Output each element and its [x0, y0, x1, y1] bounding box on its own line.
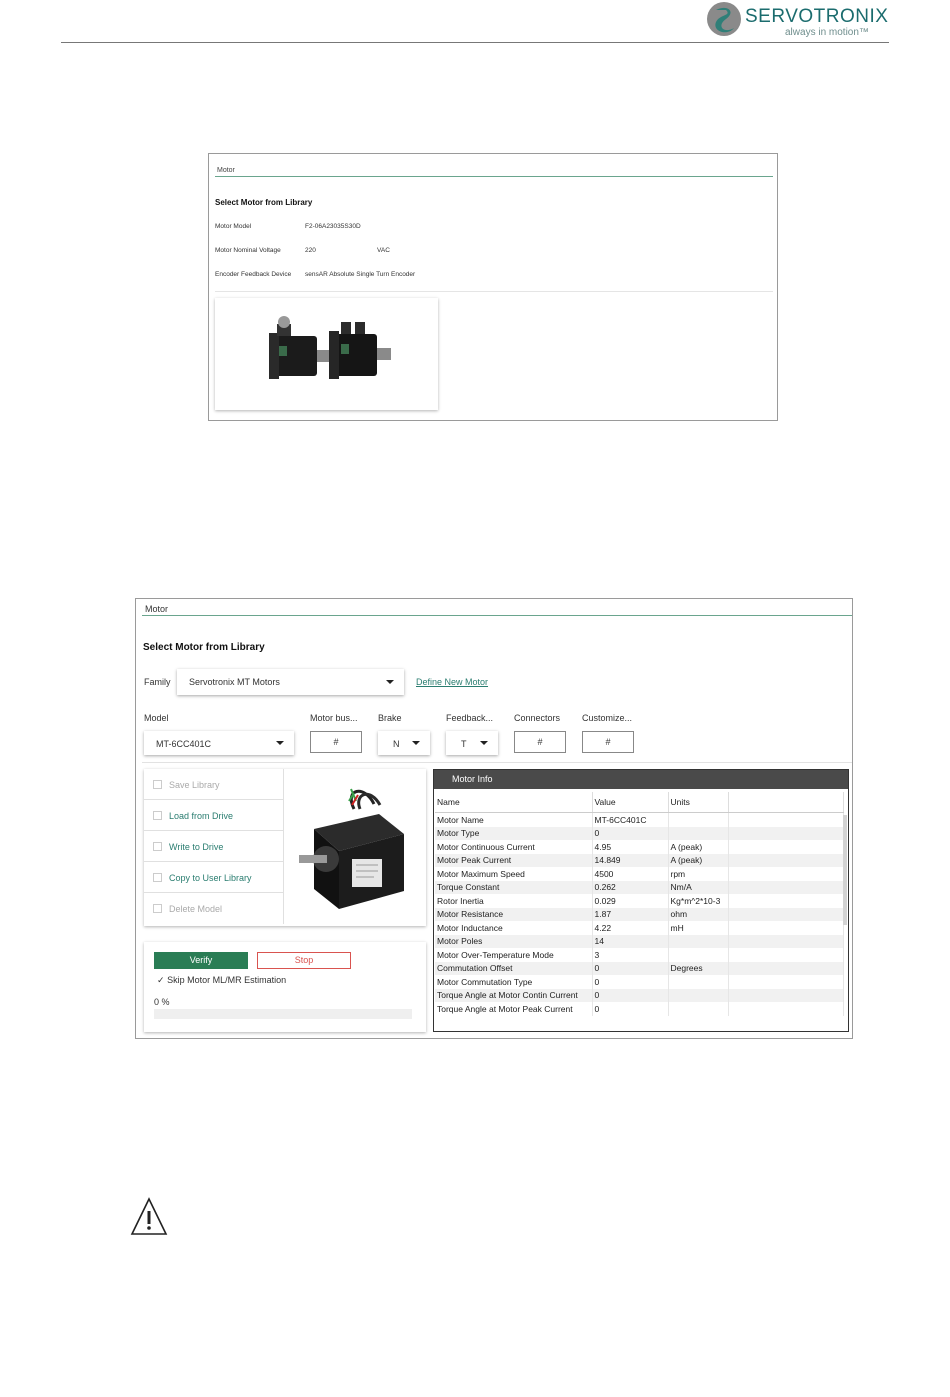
cell-name: Motor Peak Current — [435, 854, 592, 868]
cell-name: Motor Commutation Type — [435, 975, 592, 989]
motor-info-panel — [433, 769, 849, 1032]
motor-panel-simple — [208, 153, 778, 421]
define-new-motor-link[interactable]: Define New Motor — [416, 677, 489, 687]
cell-units — [668, 827, 728, 841]
cell-name: Motor Type — [435, 827, 592, 841]
verify-button[interactable]: Verify — [154, 952, 248, 969]
cell-units: Nm/A — [668, 881, 728, 895]
table-row[interactable] — [435, 921, 844, 935]
cell-empty — [728, 813, 844, 827]
cell-empty — [728, 827, 844, 841]
table-row[interactable] — [435, 854, 844, 868]
column-header-name[interactable]: Name — [435, 792, 592, 813]
warning-triangle-icon — [130, 1196, 168, 1238]
cell-units: Kg*m^2*10-3 — [668, 894, 728, 908]
cell-name: Torque Angle at Motor Peak Current — [435, 1002, 592, 1016]
cell-name: Motor Maximum Speed — [435, 867, 592, 881]
cell-empty — [728, 867, 844, 881]
divider — [142, 762, 852, 763]
cell-name: Torque Constant — [435, 881, 592, 895]
cell-units: rpm — [668, 867, 728, 881]
cell-value: 0 — [592, 989, 668, 1003]
family-dropdown-value: Servotronix MT Motors — [189, 677, 280, 687]
motor-model-label: Motor Model — [215, 223, 252, 230]
load-from-drive-button[interactable] — [144, 800, 284, 831]
motor-panel-detailed — [135, 598, 853, 1039]
copy-to-user-library-label: Copy to User Library — [169, 873, 252, 883]
feedback-dropdown-value: T — [461, 739, 467, 749]
cell-empty — [728, 975, 844, 989]
cell-name: Torque Angle at Motor Contin Current — [435, 989, 592, 1003]
motor-bus-label: Motor bus... — [310, 713, 358, 723]
chevron-down-icon — [480, 741, 488, 745]
load-from-drive-label: Load from Drive — [169, 811, 234, 821]
cell-value: 4.22 — [592, 921, 668, 935]
cell-empty — [728, 840, 844, 854]
brand-tagline: always in motion™ — [785, 27, 869, 38]
model-dropdown[interactable] — [144, 731, 294, 755]
save-library-label: Save Library — [169, 780, 220, 790]
progress-text: 0 % — [154, 997, 170, 1007]
verify-card — [144, 942, 426, 1032]
cell-value: 0 — [592, 827, 668, 841]
encoder-label: Encoder Feedback Device — [215, 271, 292, 278]
cell-name: Motor Inductance — [435, 921, 592, 935]
cell-empty — [728, 948, 844, 962]
header-divider — [61, 42, 889, 43]
table-row[interactable] — [435, 975, 844, 989]
panel-title-rule — [215, 176, 773, 177]
delete-model-button[interactable] — [144, 893, 284, 924]
progress-bar — [154, 1009, 412, 1019]
family-label: Family — [144, 677, 171, 687]
table-row[interactable] — [435, 840, 844, 854]
brake-dropdown-value: N — [393, 739, 400, 749]
column-header-value[interactable]: Value — [592, 792, 668, 813]
section-heading: Select Motor from Library — [143, 642, 265, 653]
model-dropdown-value: MT-6CC401C — [156, 739, 212, 749]
cell-units: A (peak) — [668, 840, 728, 854]
connectors-label: Connectors — [514, 713, 561, 723]
cell-name: Motor Continuous Current — [435, 840, 592, 854]
brake-dropdown[interactable] — [378, 731, 430, 755]
cell-value: 0 — [592, 962, 668, 976]
cell-units: Degrees — [668, 962, 728, 976]
cell-name: Motor Name — [435, 813, 592, 827]
customize-label: Customize... — [582, 713, 633, 723]
table-row[interactable] — [435, 1002, 844, 1016]
cell-units: A (peak) — [668, 854, 728, 868]
motor-model-value: F2-06A23035S30D — [305, 223, 361, 230]
motor-pair-image — [215, 298, 438, 410]
cell-name: Commutation Offset — [435, 962, 592, 976]
cell-value: 14 — [592, 935, 668, 949]
chevron-down-icon — [412, 741, 420, 745]
model-label: Model — [144, 713, 169, 723]
cell-name: Rotor Inertia — [435, 894, 592, 908]
cell-value: 14.849 — [592, 854, 668, 868]
column-header-empty — [728, 792, 844, 813]
motor-info-table — [435, 792, 844, 1016]
cell-value: 4500 — [592, 867, 668, 881]
cell-units — [668, 948, 728, 962]
cell-empty — [728, 908, 844, 922]
cell-empty — [728, 935, 844, 949]
table-row[interactable] — [435, 894, 844, 908]
panel-title: Motor — [217, 167, 235, 174]
copy-to-user-library-button[interactable] — [144, 862, 284, 893]
cell-units — [668, 989, 728, 1003]
customize-field[interactable]: # — [582, 731, 634, 753]
panel-title-rule — [142, 615, 852, 616]
delete-model-label: Delete Model — [169, 904, 223, 914]
connectors-field[interactable]: # — [514, 731, 566, 753]
write-to-drive-label: Write to Drive — [169, 842, 224, 852]
table-scrollbar[interactable] — [843, 815, 847, 925]
motor-voltage-label: Motor Nominal Voltage — [215, 247, 281, 254]
save-icon — [153, 780, 162, 789]
cell-name: Motor Poles — [435, 935, 592, 949]
cell-units — [668, 813, 728, 827]
feedback-label: Feedback... — [446, 713, 494, 723]
cell-empty — [728, 894, 844, 908]
brand-name: SERVOTRONIX — [745, 6, 889, 27]
copy-icon — [153, 873, 162, 882]
panel-title: Motor — [145, 604, 169, 614]
divider — [215, 291, 773, 292]
cell-empty — [728, 962, 844, 976]
table-row[interactable] — [435, 867, 844, 881]
encoder-value: sensAR Absolute Single Turn Encoder — [305, 271, 416, 278]
write-to-drive-button[interactable] — [144, 831, 284, 862]
cell-name: Motor Resistance — [435, 908, 592, 922]
cell-value: MT-6CC401C — [592, 813, 668, 827]
motor-image-card — [215, 298, 438, 410]
cell-units: mH — [668, 921, 728, 935]
cell-units — [668, 1002, 728, 1016]
chevron-down-icon — [386, 680, 394, 684]
write-icon — [153, 842, 162, 851]
table-row[interactable] — [435, 962, 844, 976]
cell-empty — [728, 921, 844, 935]
save-library-button[interactable] — [144, 769, 284, 800]
delete-icon — [153, 904, 162, 913]
cell-value: 0 — [592, 1002, 668, 1016]
table-row[interactable] — [435, 948, 844, 962]
cell-value: 0.262 — [592, 881, 668, 895]
section-heading: Select Motor from Library — [215, 198, 313, 207]
cell-units — [668, 975, 728, 989]
motor-voltage-unit: VAC — [377, 247, 390, 254]
table-row[interactable] — [435, 908, 844, 922]
motor-info-title: Motor Info — [434, 770, 848, 789]
cell-empty — [728, 989, 844, 1003]
family-dropdown[interactable] — [177, 669, 404, 695]
motor-image — [294, 779, 419, 919]
cell-value: 0 — [592, 975, 668, 989]
table-row[interactable] — [435, 881, 844, 895]
cell-units: ohm — [668, 908, 728, 922]
cell-empty — [728, 881, 844, 895]
cell-empty — [728, 854, 844, 868]
cell-value: 4.95 — [592, 840, 668, 854]
cell-value: 0.029 — [592, 894, 668, 908]
cell-units — [668, 935, 728, 949]
cell-value: 3 — [592, 948, 668, 962]
chevron-down-icon — [276, 741, 284, 745]
table-row[interactable] — [435, 935, 844, 949]
column-header-units[interactable]: Units — [668, 792, 728, 813]
cell-value: 1.87 — [592, 908, 668, 922]
table-row[interactable] — [435, 989, 844, 1003]
actions-card — [144, 769, 426, 926]
cell-empty — [728, 1002, 844, 1016]
cell-name: Motor Over-Temperature Mode — [435, 948, 592, 962]
motor-voltage-value: 220 — [305, 247, 316, 254]
checkmark-icon: ✓ — [157, 975, 165, 985]
motor-bus-field[interactable]: # — [310, 731, 362, 753]
stop-button[interactable]: Stop — [257, 952, 351, 969]
skip-estimation-label: Skip Motor ML/MR Estimation — [167, 975, 287, 985]
table-row[interactable] — [435, 813, 844, 827]
load-icon — [153, 811, 162, 820]
skip-estimation-checkbox[interactable] — [157, 975, 286, 986]
brake-label: Brake — [378, 713, 402, 723]
table-row[interactable] — [435, 827, 844, 841]
feedback-dropdown[interactable] — [446, 731, 498, 755]
